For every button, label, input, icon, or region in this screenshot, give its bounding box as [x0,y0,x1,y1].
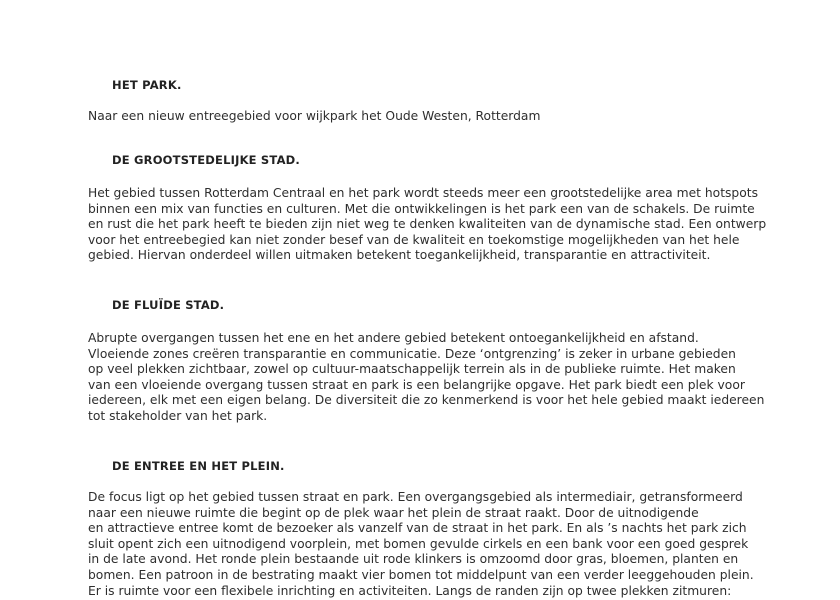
section-heading: DE GROOTSTEDELIJKE STAD. [112,153,300,167]
section-paragraph [88,109,808,125]
text-line: De focus ligt op het gebied tussen straat en park. Een overgangsgebied als intermediair, getransformeerd [88,490,743,504]
text-line: tot stakeholder van het park. [88,408,268,423]
section-paragraph [88,490,808,599]
text-line: iedereen, elk met een eigen belang. De diversiteit die zo kenmerkend is voor het hele gebied maakt iedereen [88,393,765,408]
text-line: Naar een nieuw entreegebied voor wijkpark het Oude Westen, Rotterdam [88,109,541,123]
text-line: op veel plekken zichtbaar, zowel op cultuur-maatschappelijk terrein als in de publieke ruimte. Het maken [88,362,736,377]
text-line: in de late avond. Het ronde plein bestaande uit rode klinkers is omzoomd door gras, bloemen, planten en [88,552,739,567]
text-line: voor het entreebegied kan niet zonder besef van de kwaliteit en toekomstige mogelijkheden van het hele [88,232,740,247]
section-heading: DE ENTREE EN HET PLEIN. [112,459,285,473]
text-line: en attractieve entree komt de bezoeker als vanzelf van de straat in het park. En als ’s nachts het park zich [88,521,747,536]
text-line: gebied. Hiervan onderdeel willen uitmaken betekent toegankelijkheid, transparantie en attractiviteit. [88,248,711,263]
text-line: Het gebied tussen Rotterdam Centraal en het park wordt steeds meer een grootstedelijke area met hotspots [88,186,758,200]
section-paragraph [88,331,808,425]
text-line: naar een nieuwe ruimte die begint op de plek waar het plein de straat raakt. Door de uitnodigende [88,505,699,520]
text-line: Vloeiende zones creëren transparantie en communicatie. Deze ‘ontgrenzing’ is zeker in urbane gebieden [88,346,736,361]
text-line: sluit opent zich een uitnodigend voorplein, met bomen gevulde cirkels en een bank voor een goed gesprek [88,536,749,551]
text-line: en rust die het park heeft te bieden zijn niet weg te denken kwaliteiten van de dynamische stad. Een ontwerp [88,217,767,232]
text-line: Abrupte overgangen tussen het ene en het andere gebied betekent ontoegankelijkheid en afstand. [88,331,699,345]
text-line: binnen een mix van functies en culturen. Met die ontwikkelingen is het park een van de schakels. De ruimte [88,201,755,216]
section-heading: DE FLUÏDE STAD. [112,298,225,312]
section-paragraph [88,186,808,264]
text-line: bomen. Een patroon in de bestrating maakt vier bomen tot middelpunt van een verder leeggehouden plein. [88,567,754,582]
text-line: Er is ruimte voor een flexibele inrichting en activiteiten. Langs de randen zijn op twee plekken zitmuren: [88,583,732,598]
text-line: van een vloeiende overgang tussen straat en park is een belangrijke opgave. Het park biedt een plek voor [88,377,745,392]
section-heading: HET PARK. [112,78,182,92]
